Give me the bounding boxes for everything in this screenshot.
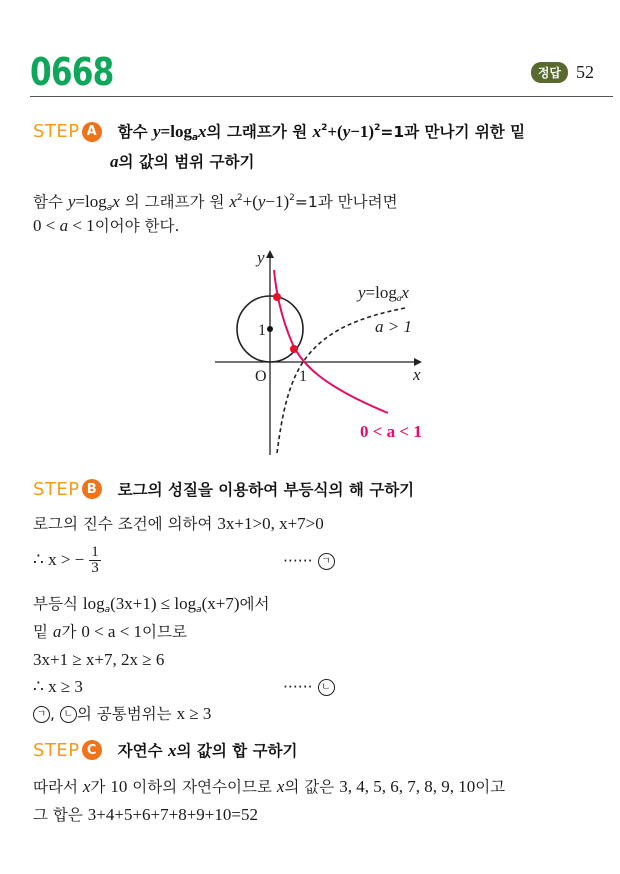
x-tick-1: 1 [299,368,307,385]
header-divider [30,96,613,97]
step-label: STEP [33,121,80,142]
circle-mark-1-icon: ㄱ [33,706,50,723]
step-letter-icon: A [82,122,102,142]
red-curve-label: 0 < a < 1 [360,422,422,441]
step-b-line5: 3x+1 ≥ x+7, 2x ≥ 6 [33,650,165,669]
step-c-line1: 따라서 x가 10 이하의 자연수이므로 x의 값은 3, 4, 5, 6, 7, 8, 9, 10이고 [33,777,506,796]
intersection-point-top [273,293,281,301]
dashed-curve-label: a > 1 [375,317,412,336]
step-c-line2: 그 합은 3+4+5+6+7+8+9+10=52 [33,805,258,824]
circle-mark-2-icon: ㄴ [318,679,335,696]
intersection-point-bottom [290,345,298,353]
circle-center-dot [267,326,273,332]
circle-mark-2-icon: ㄴ [60,706,77,723]
y-axis-arrow-icon [266,250,274,258]
step-b-line6: ∴ x ≥ 3 ······ ㄴ [33,677,353,697]
step-b-line4: 밑 a가 0 < a < 1이므로 [33,622,187,641]
curve-label-main: y=logax [358,283,409,303]
y-tick-1: 1 [258,322,266,339]
step-a-heading [33,120,525,143]
origin-label: O [255,368,267,385]
answer-value: 52 [576,62,594,82]
step-b-line7: ㄱ , ㄴ 의 공통범위는 x ≥ 3 [33,704,211,724]
step-b-heading [33,478,414,500]
step-a-body-line1: 함수 $y=\log_ax$ 의 그래프가 원 $x^2+(y-1)^2=1$과 만나려면 [33,192,398,213]
step-c-heading [33,739,298,761]
step-b-title: 로그의 성질을 이용하여 부등식의 해 구하기 [117,481,415,499]
answer-block [531,62,594,83]
y-axis-label: y [257,248,265,267]
step-a-body-line2: 0 < a < 1이어야 한다. [33,216,180,235]
step-a-title: 함수 $y=\log_ax$의 그래프가 원 $x^2+(y-1)^2=1$과 만나기 위한 밑 [117,122,526,143]
step-letter-icon: C [82,740,102,760]
step-b-line3: 부등식 $\log_a(3x+1) \le \log_a(x+7)$에서 [33,594,270,615]
answer-badge: 정답 [531,62,568,83]
step-b-line1: 로그의 진수 조건에 의하여 3x+1>0, x+7>0 [33,514,324,533]
step-c-title: 자연수 x의 값의 합 구하기 [117,741,298,760]
step-b-line2: ∴ x > − $\frac{1}{3}$ ······ ㄱ [33,545,353,576]
step-a-title-line2: a의 값의 범위 구하기 [110,152,255,171]
step-letter-icon: B [82,479,102,499]
step-label: STEP [33,739,80,761]
log-graph-figure [210,245,450,460]
problem-number: 0668 [30,50,114,94]
step-label: STEP [33,478,80,500]
x-axis-label: x [413,365,421,384]
circle-mark-1-icon: ㄱ [318,553,335,570]
